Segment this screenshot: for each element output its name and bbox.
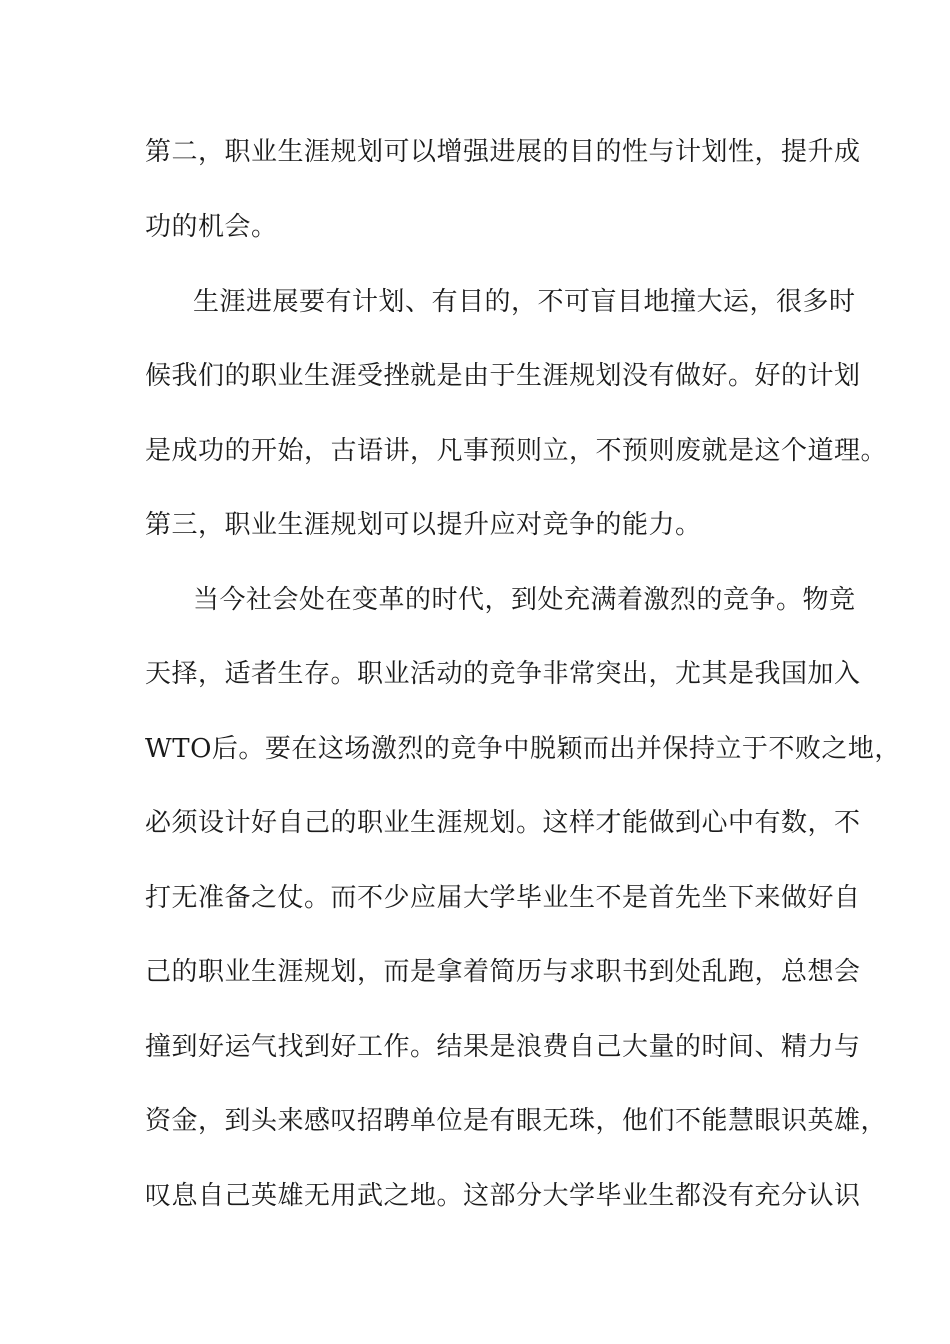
text-line: 撞到好运气找到好工作。结果是浪费自己大量的时间、精力与 bbox=[145, 1032, 861, 1062]
text-line: 生涯进展要有计划、有目的，不可盲目地撞大运，很多时 bbox=[193, 287, 856, 317]
text-line: 第三，职业生涯规划可以提升应对竞争的能力。 bbox=[145, 510, 702, 540]
text-line: WTO后。要在这场激烈的竞争中脱颖而出并保持立于不败之地， bbox=[145, 734, 901, 764]
text-line: 第二，职业生涯规划可以增强进展的目的性与计划性，提升成 bbox=[145, 137, 861, 167]
text-line: 叹息自己英雄无用武之地。这部分大学毕业生都没有充分认识 bbox=[145, 1181, 861, 1211]
text-line: 是成功的开始，古语讲，凡事预则立，不预则废就是这个道理。 bbox=[145, 436, 888, 466]
text-line: 必须设计好自己的职业生涯规划。这样才能做到心中有数，不 bbox=[145, 808, 861, 838]
text-line: 候我们的职业生涯受挫就是由于生涯规划没有做好。好的计划 bbox=[145, 361, 861, 391]
text-line: 当今社会处在变革的时代，到处充满着激烈的竞争。物竞 bbox=[193, 585, 856, 615]
text-line: 天择，适者生存。职业活动的竞争非常突出，尤其是我国加入 bbox=[145, 659, 861, 689]
text-line: 功的机会。 bbox=[145, 212, 278, 242]
text-line: 资金，到头来感叹招聘单位是有眼无珠，他们不能慧眼识英雄， bbox=[145, 1106, 888, 1136]
text-line: 打无准备之仗。而不少应届大学毕业生不是首先坐下来做好自 bbox=[145, 883, 861, 913]
text-line: 己的职业生涯规划，而是拿着简历与求职书到处乱跑，总想会 bbox=[145, 957, 861, 987]
